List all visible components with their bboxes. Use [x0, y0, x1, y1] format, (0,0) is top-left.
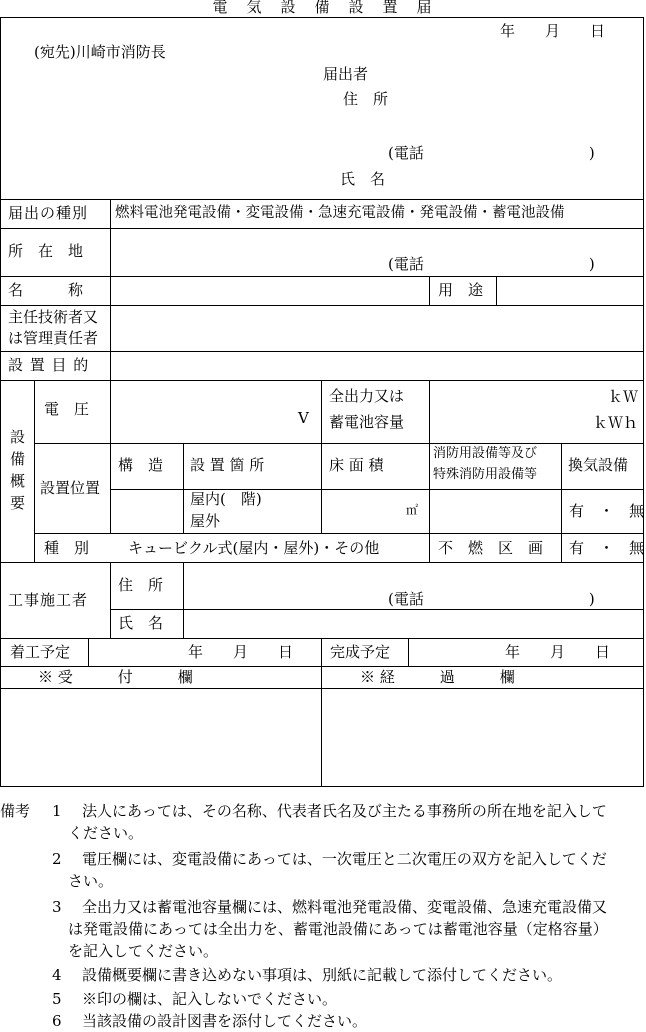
notifier-name-label: 氏 名 [340, 170, 386, 188]
outdoor: 屋外 [190, 512, 221, 530]
type-value: キュービクル式(屋内・屋外)・その他 [128, 539, 380, 557]
notifier-phone: (電話 ) [388, 144, 595, 162]
note-4-line1: 設備概要欄に書き込めない事項は、別紙に記載して添付してください。 [82, 966, 563, 984]
equipment-section-char-4: 要 [10, 494, 26, 512]
kind-label: 届出の種別 [8, 204, 89, 222]
note-5-num: 5 [52, 990, 62, 1008]
reception-header: ※ 受 付 欄 [38, 668, 193, 686]
note-6-num: 6 [52, 1012, 62, 1030]
form-title: 電 気 設 備 設 置 届 [212, 0, 434, 16]
start-label: 着工予定 [10, 643, 71, 661]
finish-date: 年 月 日 [505, 643, 611, 661]
equipment-section-char-1: 設 [10, 428, 26, 446]
voltage-unit: V [298, 409, 309, 427]
note-1-line1: 法人にあっては、その名称、代表者氏名及び主たる事務所の所在地を記入して [82, 802, 607, 820]
note-1-line2: ください。 [68, 824, 144, 842]
equipment-section-char-3: 概 [10, 472, 26, 490]
note-2-num: 2 [52, 850, 62, 868]
type-label: 種 別 [44, 539, 90, 557]
place-label: 設 置 箇 所 [190, 456, 265, 474]
note-1-num: 1 [52, 802, 62, 820]
engineer-label-line1: 主任技術者又 [8, 308, 99, 326]
purpose-label: 設 置 目 的 [8, 356, 90, 374]
name-label: 名 称 [8, 281, 84, 299]
area-unit: ㎡ [406, 503, 419, 517]
fire-equipment-label-line2: 特殊消防用設備等 [433, 467, 538, 482]
notifier-label: 届出者 [323, 65, 369, 83]
position-label: 設置位置 [40, 479, 101, 497]
equipment-section-char-2: 備 [10, 450, 26, 468]
notifier-address-label: 住 所 [343, 90, 389, 108]
addressee: (宛先)川崎市消防長 [34, 43, 166, 61]
note-2-line2: さい。 [68, 872, 114, 890]
unit-kwh: ｋＷｈ [592, 414, 638, 432]
location-phone: (電話 ) [388, 255, 595, 273]
note-2-line1: 電圧欄には、変電設備にあっては、一次電圧と二次電圧の双方を記入してくだ [82, 850, 607, 868]
ventilation-label: 換気設備 [568, 456, 629, 474]
contractor-label: 工事施工者 [8, 591, 89, 609]
notes-heading: 備考 [0, 802, 31, 820]
floor-area-label: 床 面 積 [329, 456, 384, 474]
output-label-line1: 全出力又は [329, 387, 405, 405]
structure-label: 構 造 [118, 456, 164, 474]
kind-value: 燃料電池発電設備・変電設備・急速充電設備・発電設備・蓄電池設備 [115, 205, 565, 221]
voltage-label: 電 圧 [44, 400, 90, 418]
header-date: 年 月 日 [500, 22, 606, 40]
note-3-line3: を記入してください。 [68, 942, 219, 960]
note-3-num: 3 [52, 898, 62, 916]
engineer-label-line2: は管理責任者 [8, 329, 99, 347]
ventilation-yes-no: 有 ・ 無 [569, 502, 645, 520]
output-label-line2: 蓄電池容量 [329, 413, 405, 431]
note-4-num: 4 [52, 966, 62, 984]
note-5-line1: ※印の欄は、記入しないでください。 [82, 990, 338, 1008]
contractor-phone: (電話 ) [388, 590, 595, 608]
note-3-line2: は発電設備にあっては全出力を、蓄電池設備にあっては蓄電池容量（定格容量） [68, 920, 608, 938]
contractor-address-label: 住 所 [118, 576, 164, 594]
progress-header: ※ 経 過 欄 [360, 668, 515, 686]
start-date: 年 月 日 [188, 643, 294, 661]
fireproof-yes-no: 有 ・ 無 [569, 539, 645, 557]
location-label: 所 在 地 [8, 242, 84, 260]
note-6-line1: 当該設備の設計図書を添付してください。 [82, 1012, 368, 1030]
finish-label: 完成予定 [330, 643, 391, 661]
unit-kw: ｋＷ [607, 388, 638, 406]
fire-equipment-label-line1: 消防用設備等及び [433, 446, 538, 461]
indoor-floor: 屋内( 階) [190, 490, 262, 508]
fireproof-label: 不 燃 区 画 [438, 539, 544, 557]
note-3-line1: 全出力又は蓄電池容量欄には、燃料電池発電設備、変電設備、急速充電設備又 [82, 898, 608, 916]
use-label: 用 途 [438, 281, 484, 299]
contractor-name-label: 氏 名 [118, 614, 164, 632]
